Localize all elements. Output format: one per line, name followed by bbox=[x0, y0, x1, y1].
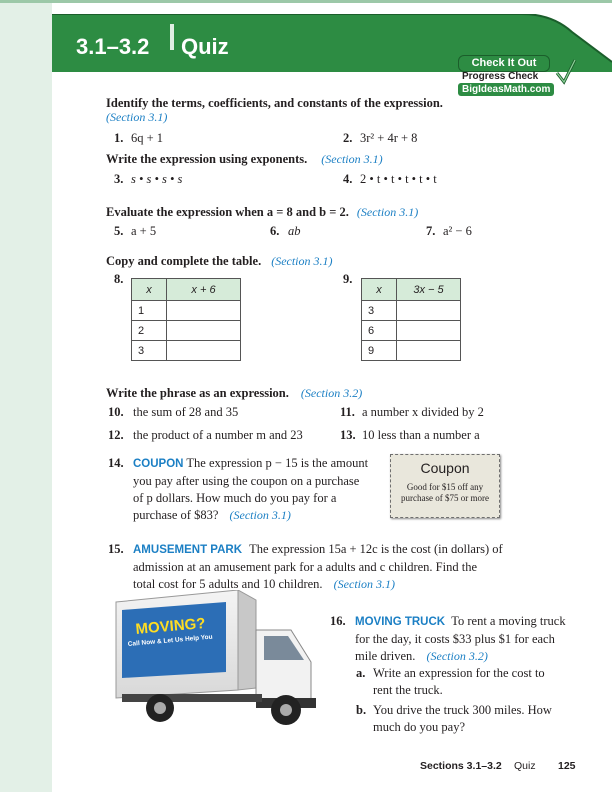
page-number: 125 bbox=[558, 760, 576, 772]
instruction-text: Evaluate the expression when a = 8 and b = 2. bbox=[106, 205, 349, 219]
instruction-evaluate bbox=[106, 205, 418, 220]
instruction-identify: Identify the terms, coefficients, and constants of the expression. bbox=[106, 96, 443, 110]
table-row bbox=[362, 341, 461, 361]
footer-sections: Sections 3.1–3.2 bbox=[420, 760, 502, 772]
badge-title: Check It Out bbox=[458, 55, 550, 72]
problem-text: the sum of 28 and 35 bbox=[133, 405, 239, 419]
problem-number: 7. bbox=[426, 224, 436, 238]
coupon-text: Good for $15 off any purchase of $75 or more bbox=[401, 482, 489, 503]
problem-number: 3. bbox=[114, 172, 124, 186]
problem-number: 9. bbox=[343, 272, 353, 286]
problem-number: 8. bbox=[114, 272, 124, 286]
text-line: for the day, it costs $33 plus $1 for each bbox=[355, 632, 555, 646]
problem-text: the product of a number m and 23 bbox=[133, 428, 303, 442]
check-it-out-badge[interactable] bbox=[458, 55, 578, 95]
table-cell: 6 bbox=[362, 321, 397, 341]
problem-number: 10. bbox=[108, 405, 124, 419]
subpart-label: a. bbox=[356, 666, 366, 680]
table-row bbox=[132, 301, 241, 321]
problem-keyword: COUPON bbox=[133, 458, 184, 470]
text-line: you pay after using the coupon on a purchase bbox=[133, 474, 360, 488]
text-line: mile driven. bbox=[355, 649, 416, 663]
checkmark-icon bbox=[554, 57, 578, 87]
truck-sign-main: MOVING? bbox=[134, 614, 207, 638]
instruction-text: Copy and complete the table. bbox=[106, 254, 262, 268]
text-line: You drive the truck 300 miles. How bbox=[373, 703, 552, 717]
instruction-phrase bbox=[106, 386, 362, 401]
problem-number: 2. bbox=[343, 131, 353, 145]
footer-label: Quiz bbox=[514, 760, 536, 772]
table-cell: 3 bbox=[132, 341, 167, 361]
problem-expression: 3r² + 4r + 8 bbox=[360, 131, 418, 145]
problem-number: 14. bbox=[108, 456, 124, 470]
problem-text: 10 less than a number a bbox=[362, 428, 480, 442]
text-line: admission at an amusement park for a adults and c children. Find the bbox=[133, 560, 478, 574]
problem-15-text bbox=[133, 541, 513, 593]
text-line: total cost for 5 adults and 10 children. bbox=[133, 577, 323, 591]
problem-expression: s • s • s • s bbox=[131, 172, 183, 186]
empty-cell bbox=[167, 321, 241, 341]
problem-number: 15. bbox=[108, 542, 124, 556]
table-header: x + 6 bbox=[167, 279, 241, 301]
section-ref: (Section 3.1) bbox=[321, 152, 383, 166]
badge-subtitle: Progress Check bbox=[462, 71, 539, 82]
table-row bbox=[362, 301, 461, 321]
subpart-b-text bbox=[373, 702, 583, 736]
badge-site: BigIdeasMath bbox=[462, 84, 528, 95]
coupon-image bbox=[390, 454, 500, 518]
table-9 bbox=[361, 278, 461, 361]
top-rule bbox=[0, 0, 612, 3]
problem-16-text bbox=[355, 613, 585, 665]
text-line: Write an expression for the cost to bbox=[373, 666, 545, 680]
section-ref: (Section 3.1) bbox=[333, 577, 395, 591]
problem-expression: 6q + 1 bbox=[131, 131, 164, 145]
problem-keyword: MOVING TRUCK bbox=[355, 616, 446, 628]
text-line: much do you pay? bbox=[373, 720, 465, 734]
instruction-text: Write the expression using exponents. bbox=[106, 152, 308, 166]
text-line: The expression 15a + 12c is the cost (in dollars) of bbox=[249, 542, 503, 556]
section-range: 3.1–3.2 bbox=[76, 34, 150, 59]
subpart-a-text bbox=[373, 665, 583, 699]
problem-number: 5. bbox=[114, 224, 124, 238]
subpart-label: b. bbox=[356, 703, 367, 717]
empty-cell bbox=[397, 341, 461, 361]
table-8 bbox=[131, 278, 241, 361]
moving-truck-image bbox=[106, 590, 332, 734]
text-line: The expression p − 15 is the amount bbox=[186, 456, 369, 470]
problem-number: 11. bbox=[340, 405, 355, 419]
instruction-text: Write the phrase as an expression. bbox=[106, 386, 289, 400]
section-ref: (Section 3.1) bbox=[106, 110, 168, 124]
instruction-table bbox=[106, 254, 333, 269]
empty-cell bbox=[167, 301, 241, 321]
text-line: purchase of $83? bbox=[133, 508, 219, 522]
badge-domain: .com bbox=[527, 84, 551, 95]
problem-text: a number x divided by 2 bbox=[362, 405, 484, 419]
badge-url[interactable] bbox=[458, 83, 554, 96]
left-margin-panel bbox=[0, 0, 52, 792]
problem-expression: a² − 6 bbox=[443, 224, 472, 238]
table-cell: 2 bbox=[132, 321, 167, 341]
truck-sign-sub: Call Now & Let Us Help You bbox=[127, 633, 213, 648]
problem-number: 13. bbox=[340, 428, 356, 442]
instruction-exponents bbox=[106, 152, 383, 167]
problem-14-text bbox=[133, 455, 383, 524]
problem-expression: 2 • t • t • t • t • t bbox=[360, 172, 437, 186]
problem-number: 4. bbox=[343, 172, 353, 186]
text-line: of p dollars. How much do you pay for a bbox=[133, 491, 337, 505]
section-ref: (Section 3.2) bbox=[426, 649, 488, 663]
page-title: Quiz bbox=[181, 34, 229, 59]
coupon-title: Coupon bbox=[420, 460, 470, 476]
table-header: x bbox=[132, 279, 167, 301]
section-ref: (Section 3.1) bbox=[229, 508, 291, 522]
problem-number: 16. bbox=[330, 614, 346, 628]
problem-keyword: AMUSEMENT PARK bbox=[133, 544, 243, 556]
table-row bbox=[132, 321, 241, 341]
section-ref: (Section 3.2) bbox=[300, 386, 363, 400]
empty-cell bbox=[397, 301, 461, 321]
empty-cell bbox=[397, 321, 461, 341]
text-line: rent the truck. bbox=[373, 683, 443, 697]
table-row bbox=[132, 341, 241, 361]
table-cell: 1 bbox=[132, 301, 167, 321]
table-row bbox=[362, 321, 461, 341]
section-ref: (Section 3.1) bbox=[271, 254, 333, 268]
table-cell: 9 bbox=[362, 341, 397, 361]
table-header: 3x − 5 bbox=[397, 279, 461, 301]
empty-cell bbox=[167, 341, 241, 361]
table-cell: 3 bbox=[362, 301, 397, 321]
text-line: To rent a moving truck bbox=[451, 614, 566, 628]
problem-number: 12. bbox=[108, 428, 124, 442]
problem-expression: a + 5 bbox=[131, 224, 157, 238]
problem-number: 6. bbox=[270, 224, 280, 238]
table-header: x bbox=[362, 279, 397, 301]
section-ref: (Section 3.1) bbox=[356, 205, 419, 219]
problem-expression: ab bbox=[288, 224, 301, 238]
problem-number: 1. bbox=[114, 131, 124, 145]
